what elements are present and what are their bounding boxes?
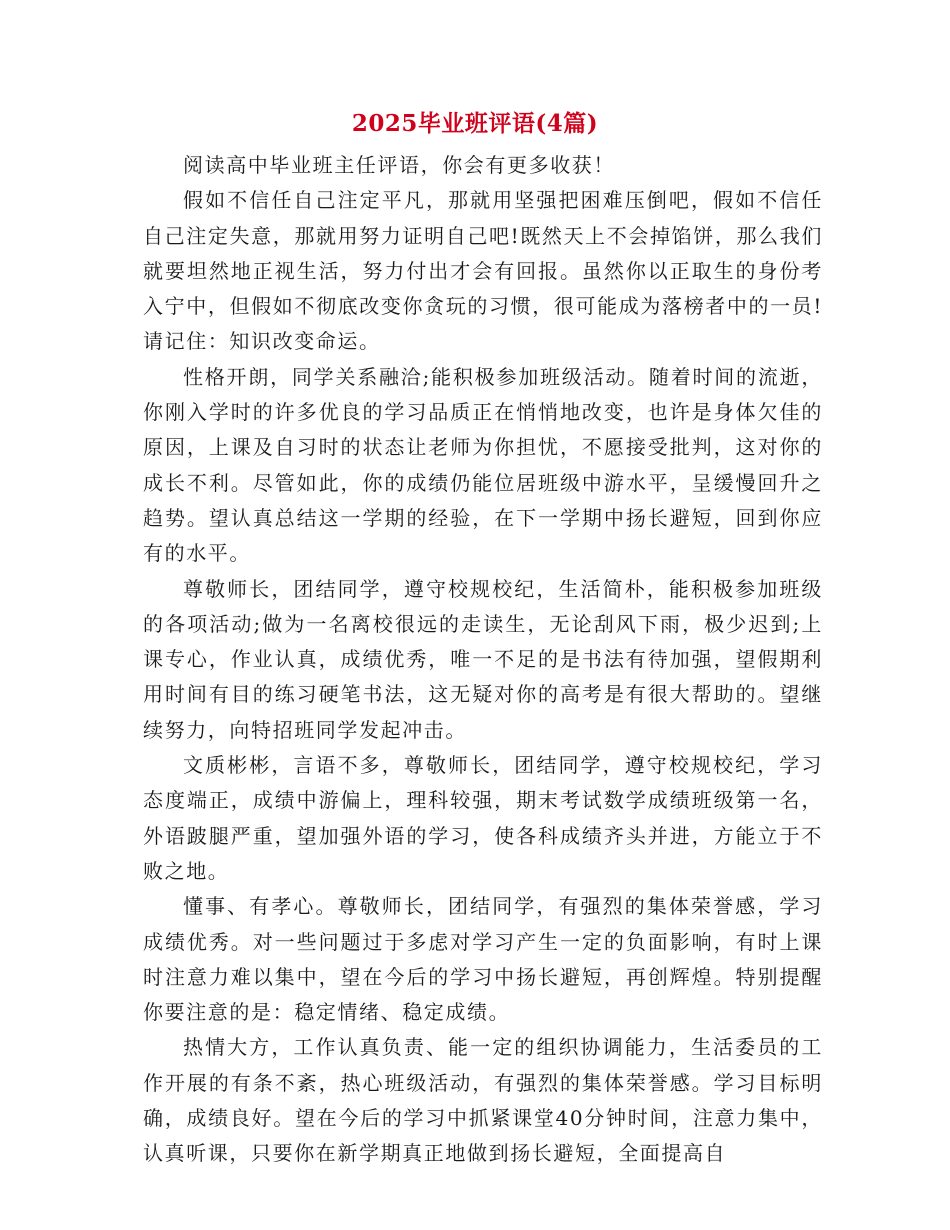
paragraph-comment-5: 懂事、有孝心。尊敬师长，团结同学，有强烈的集体荣誉感，学习成绩优秀。对一些问题过于多虑对学习产生一定的负面影响，有时上课时注意力难以集中，望在今后的学习中扬长避短，再创辉煌。特别提醒你要注意的是：稳定情绪、稳定成绩。 <box>143 894 823 1025</box>
paragraph-comment-1: 假如不信任自己注定平凡，那就用坚强把困难压倒吧，假如不信任自己注定失意，那就用努力证明自己吧!既然天上不会掉馅饼，那么我们就要坦然地正视生活，努力付出才会有回报。虽然你以正取生的身份考入宁中，但假如不彻底改变你贪玩的习惯，很可能成为落榜者中的一员!请记住：知识改变命运。 <box>143 188 823 354</box>
document-title: 2025毕业班评语(4篇) <box>351 110 599 137</box>
document-body <box>143 148 823 1172</box>
paragraph-comment-3: 尊敬师长，团结同学，遵守校规校纪，生活简朴，能积极参加班级的各项活动;做为一名离校很远的走读生，无论刮风下雨，极少迟到;上课专心，作业认真，成绩优秀，唯一不足的是书法有待加强，望假期利用时间有目的练习硬笔书法，这无疑对你的高考是有很大帮助的。望继续努力，向特招班同学发起冲击。 <box>143 576 823 742</box>
paragraph-intro: 阅读高中毕业班主任评语，你会有更多收获！ <box>183 153 615 177</box>
paragraph-comment-4: 文质彬彬，言语不多，尊敬师长，团结同学，遵守校规校纪，学习态度端正，成绩中游偏上，理科较强，期末考试数学成绩班级第一名，外语跛腿严重，望加强外语的学习，使各科成绩齐头并进，方能立于不败之地。 <box>143 753 823 883</box>
paragraph-comment-6: 热情大方，工作认真负责、能一定的组织协调能力，生活委员的工作开展的有条不紊，热心班级活动，有强烈的集体荣誉感。学习目标明确，成绩良好。望在今后的学习中抓紧课堂40分钟时间，注意力集中，认真听课，只要你在新学期真正地做到扬长避短，全面提高自 <box>143 1035 823 1166</box>
paragraph-comment-2: 性格开朗，同学关系融洽;能积极参加班级活动。随着时间的流逝，你刚入学时的许多优良的学习品质正在悄悄地改变，也许是身体欠佳的原因，上课及自习时的状态让老师为你担忧，不愿接受批判，这对你的成长不利。尽管如此，你的成绩仍能位居班级中游水平，呈缓慢回升之趋势。望认真总结这一学期的经验，在下一学期中扬长避短，回到你应有的水平。 <box>143 364 823 566</box>
